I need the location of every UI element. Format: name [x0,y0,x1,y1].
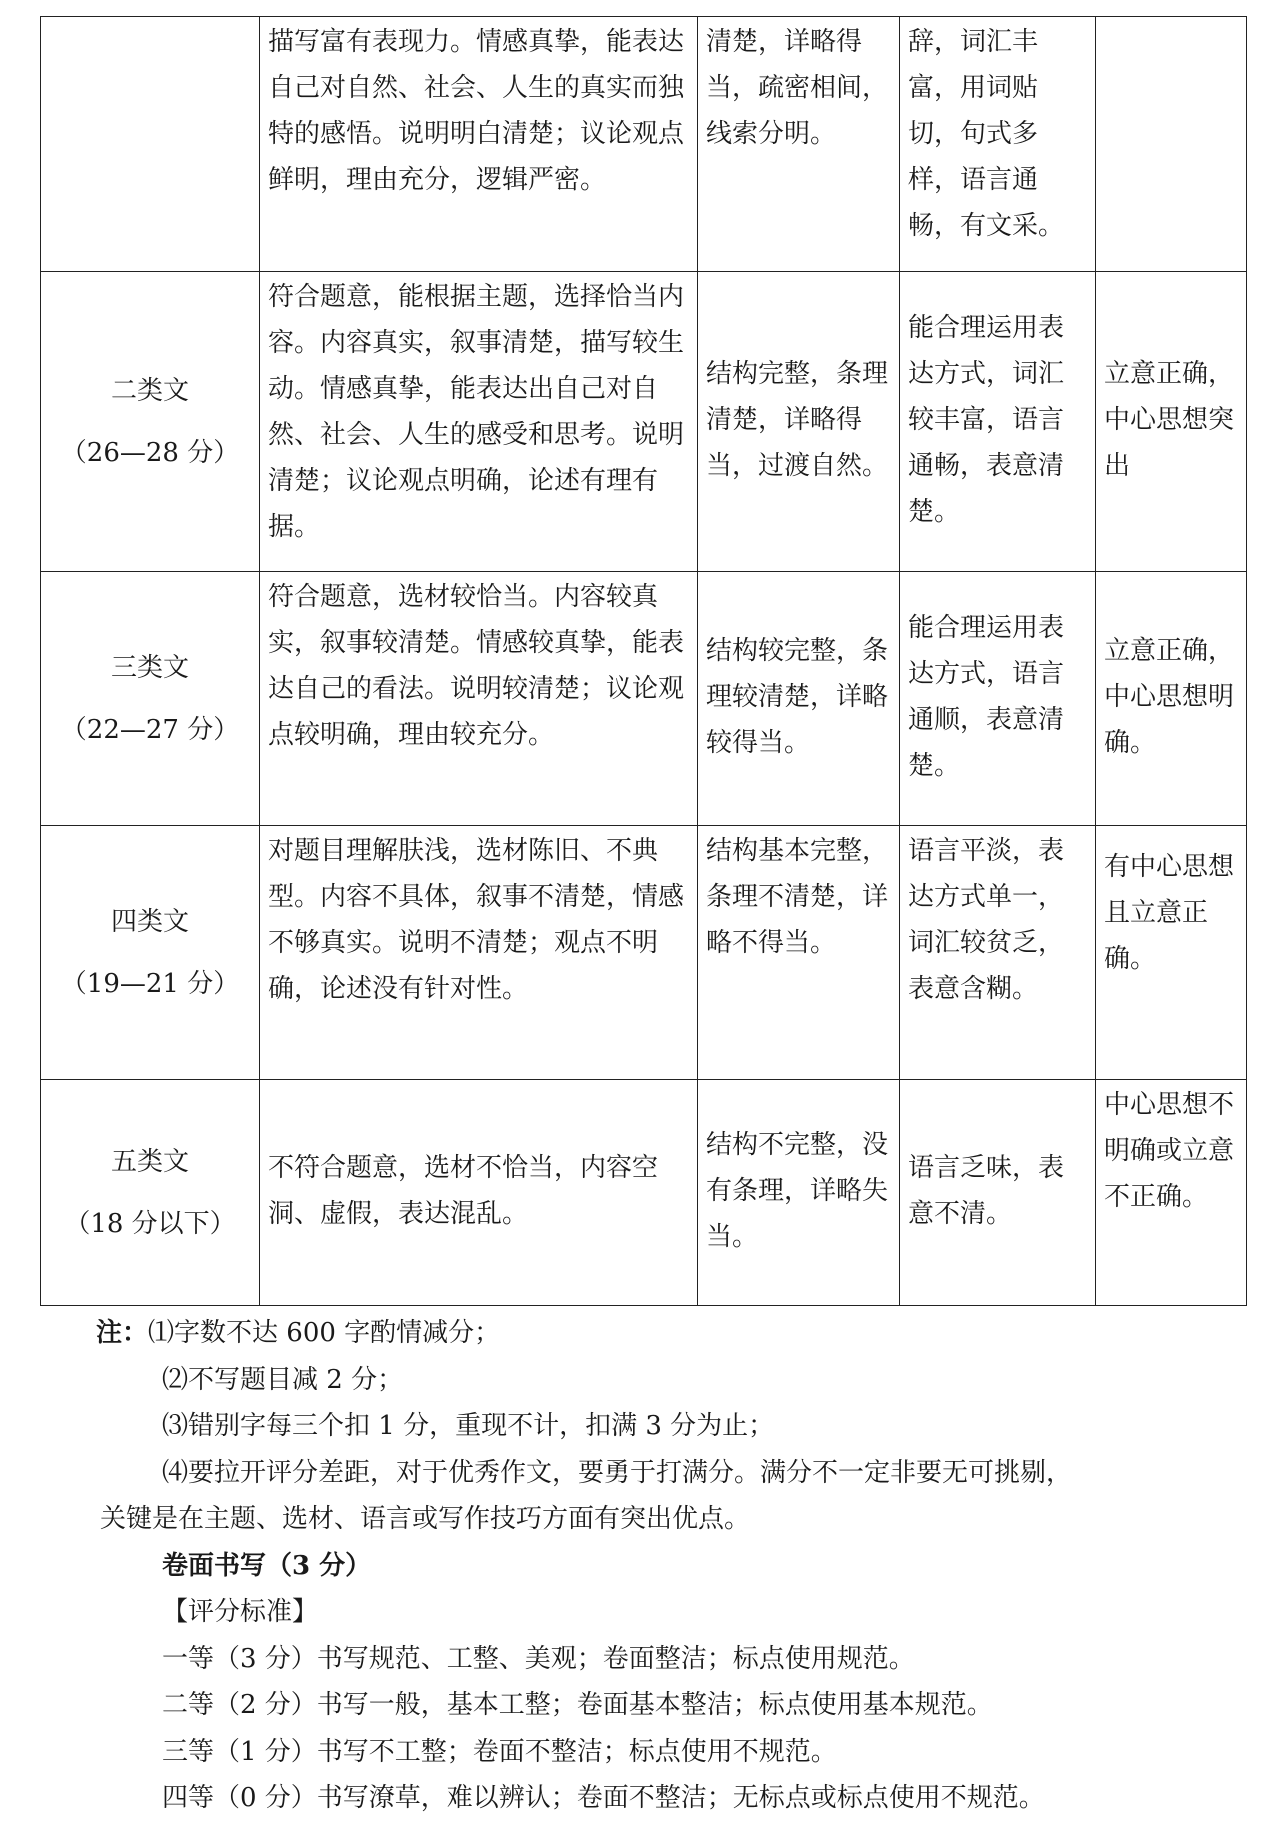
content-cell: 符合题意，选材较恰当。内容较真实，叙事较清楚。情感较真挚，能表达自己的看法。说明较清楚；议论观点较明确，理由较充分。 [260,572,698,826]
content-cell: 描写富有表现力。情感真挚，能表达自己对自然、社会、人生的真实而独特的感悟。说明明白清楚；议论观点鲜明，理由充分，逻辑严密。 [260,17,698,272]
language-cell: 语言乏味，表意不清。 [900,1080,1096,1306]
idea-cell: 有中心思想且立意正确。 [1096,826,1247,1080]
idea-cell: 立意正确，中心思想明确。 [1096,572,1247,826]
table-row [41,826,1247,1080]
content-cell: 不符合题意，选材不恰当，内容空洞、虚假，表达混乱。 [260,1080,698,1306]
handwriting-title: 卷面书写（3 分） [162,1550,372,1581]
structure-cell: 结构不完整，没有条理，详略失当。 [698,1080,900,1306]
notes-section [96,1310,1250,1822]
category-name: 五类文 [110,1146,189,1177]
level-item: 三等（1 分）书写不工整；卷面不整洁；标点使用不规范。 [162,1736,837,1767]
table-row [41,272,1247,572]
note-item: ⑷要拉开评分差距，对于优秀作文，要勇于打满分。满分不一定非要无可挑剔， [162,1457,1073,1488]
idea-cell [1096,17,1247,272]
score-range: （26—28 分） [60,437,240,468]
structure-cell: 结构较完整，条理较清楚，详略较得当。 [698,572,900,826]
category-cell [41,572,260,826]
content-cell: 符合题意，能根据主题，选择恰当内容。内容真实，叙事清楚，描写较生动。情感真挚，能表达出自己对自然、社会、人生的感受和思考。说明清楚；议论观点明确，论述有理有据。 [260,272,698,572]
level-item: 二等（2 分）书写一般，基本工整；卷面基本整洁；标点使用基本规范。 [162,1690,993,1720]
language-cell: 能合理运用表达方式，语言通顺，表意清楚。 [900,572,1096,826]
score-range: （22—27 分） [60,714,240,745]
idea-cell: 中心思想不明确或立意不正确。 [1096,1080,1247,1306]
standard-label: 【评分标准】 [162,1597,319,1627]
level-item: 四等（0 分）书写潦草，难以辨认；卷面不整洁；无标点或标点使用不规范。 [162,1783,1045,1813]
structure-cell: 清楚，详略得当，疏密相间，线索分明。 [698,17,900,272]
structure-cell: 结构完整，条理清楚，详略得当，过渡自然。 [698,272,900,572]
note-item: ⑶错别字每三个扣 1 分，重现不计，扣满 3 分为止； [162,1411,775,1441]
table-row [41,17,1247,272]
score-range: （19—21 分） [60,968,240,999]
note-item: ⑵不写题目减 2 分； [162,1364,404,1395]
rubric-table [40,16,1247,1306]
category-cell [41,826,260,1080]
category-name: 二类文 [110,375,189,406]
category-name: 四类文 [110,906,189,937]
language-cell: 辞，词汇丰富，用词贴切，句式多样，语言通畅，有文采。 [900,17,1096,272]
category-cell [41,1080,260,1306]
notes-label: 注： [96,1318,149,1348]
score-range: （18 分以下） [64,1208,236,1239]
content-cell: 对题目理解肤浅，选材陈旧、不典型。内容不具体，叙事不清楚，情感不够真实。说明不清楚；观点不明确，论述没有针对性。 [260,826,698,1080]
category-cell [41,272,260,572]
category-cell [41,17,260,272]
level-item: 一等（3 分）书写规范、工整、美观；卷面整洁；标点使用规范。 [162,1643,915,1674]
note-item: ⑴字数不达 600 字酌情减分； [148,1318,501,1348]
language-cell: 能合理运用表达方式，词汇较丰富，语言通畅，表意清楚。 [900,272,1096,572]
idea-cell: 立意正确，中心思想突出 [1096,272,1247,572]
category-name: 三类文 [110,652,189,683]
note-item: 关键是在主题、选材、语言或写作技巧方面有突出优点。 [100,1504,751,1534]
table-row [41,572,1247,826]
language-cell: 语言平淡，表达方式单一，词汇较贫乏，表意含糊。 [900,826,1096,1080]
note-line [96,1310,1250,1357]
structure-cell: 结构基本完整，条理不清楚，详略不得当。 [698,826,900,1080]
table-row [41,1080,1247,1306]
